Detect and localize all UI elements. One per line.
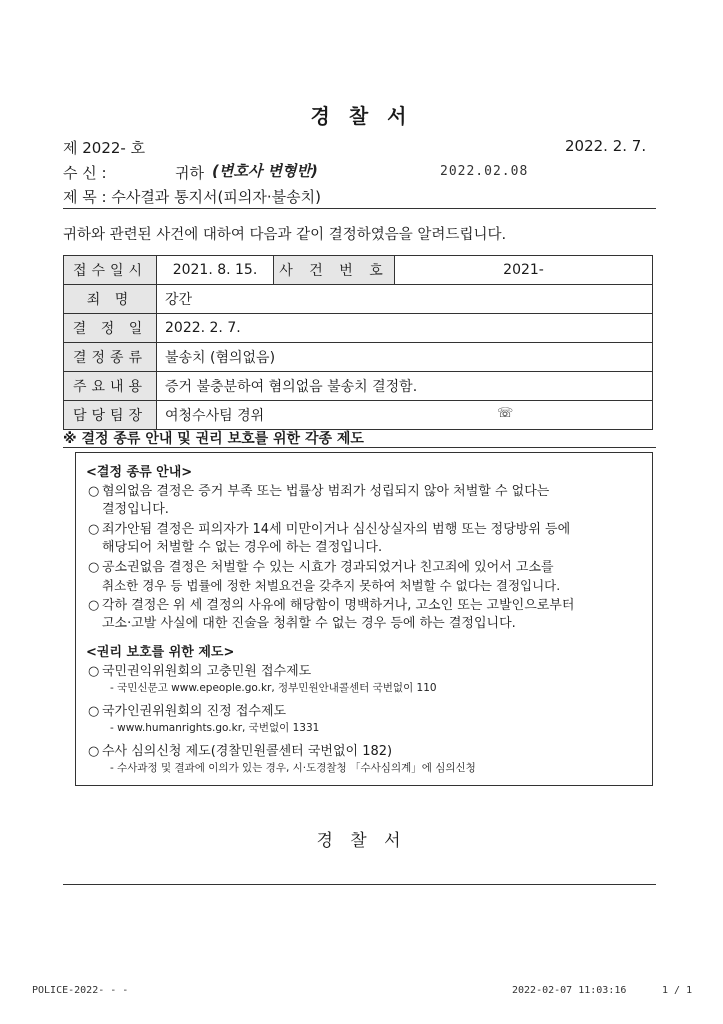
case-number-label: 사 건 번 호 [274,256,395,285]
case-number-value: 2021- [395,256,653,285]
bullet: ○ [88,664,100,679]
table-row [64,401,653,430]
received-date-stamp: 2022.02.08 [440,164,529,179]
item-text: 국가인권위원회의 진정 접수제도 [102,704,287,719]
row-value: 증거 불충분하여 혐의없음 불송치 결정함. [157,372,653,401]
subject-line: 제 목 : 수사결과 통지서(피의자·불송치) [63,188,321,206]
item-text: 혐의없음 결정은 증거 부족 또는 법률상 범죄가 성립되지 않아 처벌할 수 없다는 [102,484,550,499]
bullet: ○ [88,744,100,759]
team-leader-value: 여청수사팀 경위 [165,408,265,424]
telephone-icon: ☏ [497,406,514,421]
footer-timestamp: 2022-02-07 11:03:16 [512,985,627,996]
item-text: 죄가안됨 결정은 피의자가 14세 미만이거나 심신상실자의 범행 또는 정당방위 등에 [102,522,571,537]
row-label: 접수일시 [64,256,157,285]
list-item [88,559,648,595]
row-label: 죄 명 [64,285,157,314]
row-value: 불송치 (혐의없음) [157,343,653,372]
bullet: ○ [88,522,100,537]
subject-divider [63,208,656,209]
item-text: 수사 심의신청 제도(경찰민원콜센터 국번없이 182) [102,744,393,759]
closing-divider [63,884,656,885]
item-subtext: - 국민신문고 www.epeople.go.kr, 정부민원안내콜센터 국번없이 110 [110,682,437,694]
intro-text: 귀하와 관련된 사건에 대하여 다음과 같이 결정하였음을 알려드립니다. [63,227,507,243]
list-item [88,703,648,735]
list-item [88,483,648,519]
document-date: 2022. 2. 7. [565,137,647,155]
row-label: 결정종류 [64,343,157,372]
table-row [64,372,653,401]
item-text: 고소·고발 사실에 대한 진술을 청취할 수 없는 경우 등에 하는 결정입니다. [102,616,516,631]
decision-types-header: <결정 종류 안내> [86,465,193,480]
notice-box [75,452,653,786]
rights-protection-header: <권리 보호를 위한 제도> [86,645,235,660]
row-label: 담당팀장 [64,401,157,430]
document-number: 제 2022- 호 [63,139,146,157]
table-row [64,256,653,285]
document-title: 경 찰 서 [310,104,413,128]
bullet: ○ [88,704,100,719]
recipient-handwritten-note: (변호사 변형반) [212,162,318,180]
list-item [88,663,648,695]
table-row [64,343,653,372]
item-text: 국민권익위원회의 고충민원 접수제도 [102,664,312,679]
notice-divider [63,447,656,448]
item-subtext: - www.humanrights.go.kr, 국번없이 1331 [110,722,320,734]
bullet: ○ [88,560,100,575]
item-text: 공소권없음 결정은 처벌할 수 있는 시효가 경과되었거나 친고죄에 있어서 고소를 [102,560,554,575]
footer-document-id: POLICE-2022- - - [32,985,129,996]
item-text: 결정입니다. [102,502,169,517]
row-value: 2022. 2. 7. [157,314,653,343]
row-value [157,401,653,430]
table-row [64,314,653,343]
list-item [88,597,648,633]
bullet: ○ [88,598,100,613]
item-text: 해당되어 처벌할 수 없는 경우에 하는 결정입니다. [102,540,383,555]
recipient-label: 수 신 : [63,164,107,182]
row-value: 2021. 8. 15. [157,256,274,285]
bullet: ○ [88,484,100,499]
footer-page-number: 1 / 1 [662,985,693,996]
recipient-value: 귀하 [175,164,204,182]
item-text: 취소한 경우 등 법률에 정한 처벌요건을 갖추지 못하여 처벌할 수 없다는 결정입니다. [102,578,561,593]
list-item [88,743,648,775]
row-label: 결 정 일 [64,314,157,343]
closing-signature: 경 찰 서 [316,831,407,851]
notice-section-title: ※ 결정 종류 안내 및 권리 보호를 위한 각종 제도 [63,431,364,447]
item-text: 각하 결정은 위 세 결정의 사유에 해당함이 명백하거나, 고소인 또는 고발인으로부터 [102,598,575,613]
item-subtext: - 수사과정 및 결과에 이의가 있는 경우, 시·도경찰청 「수사심의계」에 심의신청 [110,762,476,774]
table-row [64,285,653,314]
row-value: 강간 [157,285,653,314]
row-label: 주요내용 [64,372,157,401]
list-item [88,521,648,557]
case-info-table [63,255,653,430]
